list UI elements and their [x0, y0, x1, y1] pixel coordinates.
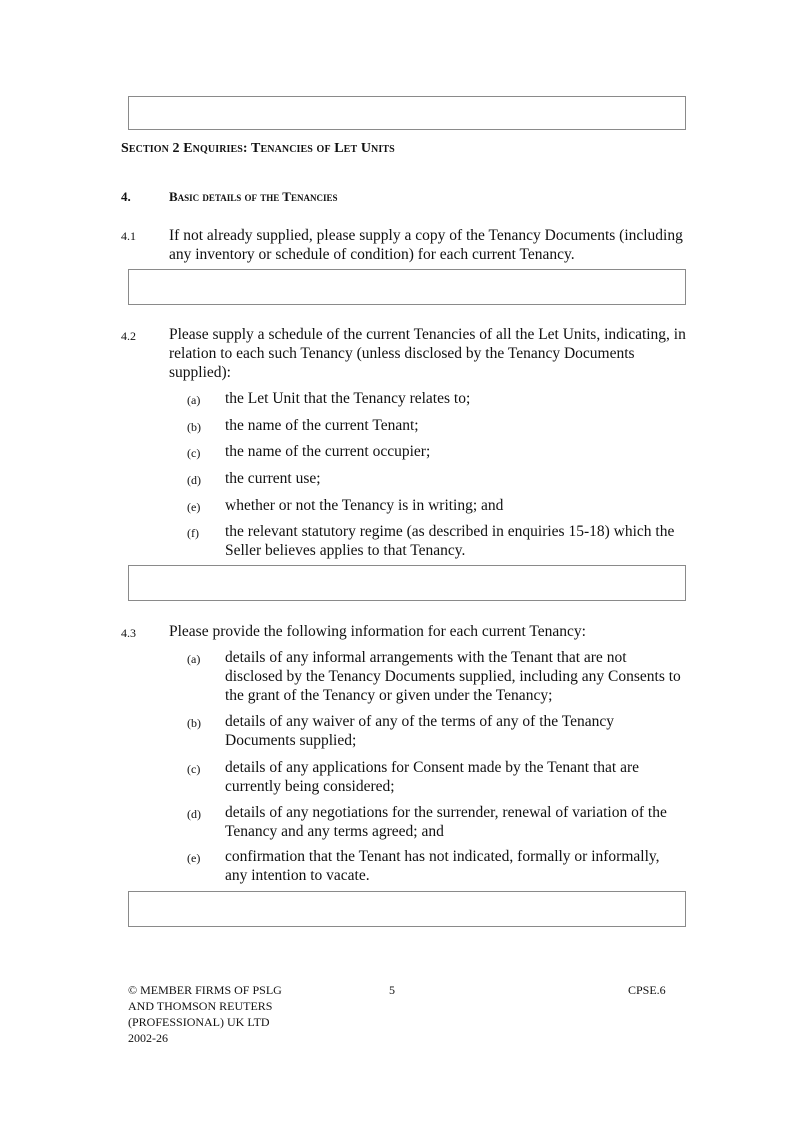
- footer-copyright: [128, 982, 282, 1046]
- item-letter-4-2-d: (d): [187, 473, 201, 487]
- answer-box-4-2[interactable]: [128, 565, 686, 601]
- item-text-4-2-b: the name of the current Tenant;: [225, 417, 419, 434]
- footer-form-code: CPSE.6: [628, 983, 666, 997]
- item-letter-4-2-b: (b): [187, 420, 201, 434]
- item-text-4-3-d: details of any negotiations for the surrender, renewal of variation of the Tenancy and any terms agreed; and: [225, 804, 667, 840]
- item-letter-4-3-c: (c): [187, 762, 201, 776]
- group-title: Basic details of the Tenancies: [169, 189, 338, 204]
- question-text-4-2: Please supply a schedule of the current Tenancies of all the Let Units, indicating, in relation to each such Tenancy (unless disclosed by the Tenancy Documents supplied):: [169, 326, 686, 381]
- footer-page-number: 5: [389, 983, 395, 997]
- footer-copyright-line: AND THOMSON REUTERS: [128, 999, 273, 1013]
- item-letter-4-2-f: (f): [187, 526, 199, 540]
- item-text-4-2-c: the name of the current occupier;: [225, 443, 431, 460]
- item-text-4-2-d: the current use;: [225, 470, 321, 487]
- question-number-4-3: 4.3: [121, 626, 136, 640]
- item-text-4-3-c: details of any applications for Consent made by the Tenant that are currently being considered;: [225, 759, 639, 795]
- group-number: 4.: [121, 189, 131, 204]
- item-letter-4-2-e: (e): [187, 500, 201, 514]
- item-text-4-3-b: details of any waiver of any of the terms of any of the Tenancy Documents supplied;: [225, 713, 615, 749]
- section-heading: Section 2 Enquiries: Tenancies of Let Units: [121, 141, 395, 156]
- answer-box-4-1[interactable]: [128, 269, 686, 305]
- item-text-4-2-a: the Let Unit that the Tenancy relates to;: [225, 390, 471, 407]
- item-letter-4-3-b: (b): [187, 716, 201, 730]
- item-text-4-2-f: the relevant statutory regime (as described in enquiries 15-18) which the Seller believes applies to that Tenancy.: [225, 523, 675, 559]
- question-number-4-2: 4.2: [121, 329, 136, 343]
- item-letter-4-2-c: (c): [187, 446, 201, 460]
- question-text-4-1: If not already supplied, please supply a copy of the Tenancy Documents (including any inventory or schedule of condition) for each current Tenancy.: [169, 227, 683, 263]
- footer-copyright-line: (PROFESSIONAL) UK LTD: [128, 1015, 270, 1029]
- question-text-4-3: Please provide the following information for each current Tenancy:: [169, 623, 586, 640]
- footer-copyright-line: © MEMBER FIRMS OF PSLG: [128, 983, 282, 997]
- item-letter-4-3-e: (e): [187, 851, 201, 865]
- item-letter-4-2-a: (a): [187, 393, 201, 407]
- item-letter-4-3-d: (d): [187, 807, 201, 821]
- item-letter-4-3-a: (a): [187, 652, 201, 666]
- answer-box-4-3[interactable]: [128, 891, 686, 927]
- item-text-4-3-e: confirmation that the Tenant has not indicated, formally or informally, any intention to vacate.: [225, 848, 660, 884]
- item-text-4-3-a: details of any informal arrangements with the Tenant that are not disclosed by the Tenancy Documents supplied, including any Consents to the grant of the Tenancy or given under the Tenancy;: [225, 649, 681, 704]
- question-number-4-1: 4.1: [121, 229, 136, 243]
- answer-box-top[interactable]: [128, 96, 686, 130]
- item-text-4-2-e: whether or not the Tenancy is in writing; and: [225, 497, 504, 514]
- footer-copyright-line: 2002-26: [128, 1031, 168, 1045]
